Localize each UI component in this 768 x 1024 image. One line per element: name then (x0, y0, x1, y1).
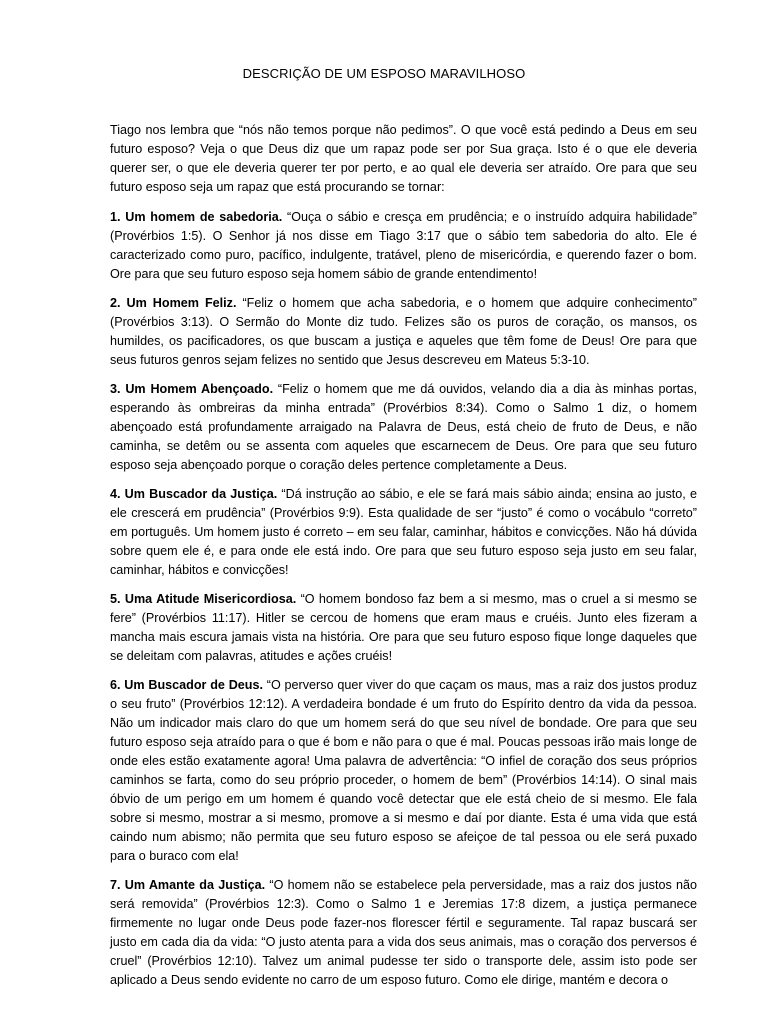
page-title: DESCRIÇÃO DE UM ESPOSO MARAVILHOSO (242, 66, 526, 81)
section-heading: 7. Um Amante da Justiça. (110, 878, 266, 892)
section-text: “Dá instrução ao sábio, e ele se fará mais sábio ainda; ensina ao justo, e ele crescerá em prudência” (Provérbios 9:9). Esta qualidade de ser “justo” é como o vocábulo “correto” em português. Um homem justo é correto – em seu falar, caminhar, hábitos e convicções. Não há dúvida sobre quem ele é, e para onde ele está indo. Ore para que seu futuro esposo seja justo em seu falar, caminhar, hábitos e convicções! (110, 487, 697, 577)
section-text: “Feliz o homem que acha sabedoria, e o homem que adquire conhecimento” (Provérbios 3:13). O Sermão do Monte diz tudo. Felizes são os puros de coração, os mansos, os humildes, os pacificadores, os que buscam a justiça e aqueles que têm fome de Deus! Ore para que seus futuros genros sejam felizes no sentido que Jesus descreveu em Mateus 5:3-10. (110, 296, 697, 367)
section-text: “O homem não se estabelece pela perversidade, mas a raiz dos justos não será removida” (Provérbios 12:3). Como o Salmo 1 e Jeremias 17:8 dizem, a justiça permanece firmemente no lugar onde Deus pode fazer-nos florescer fértil e seguramente. Tal rapaz buscará ser justo em cada dia da vida: “O justo atenta para a vida dos seus animais, mas o coração dos perversos é cruel” (Provérbios 12:10). Talvez um animal pudesse ter sido o transporte dele, assim isto pode ser aplicado a Deus sendo evidente no carro de um esposo futuro. Como ele dirige, mantém e decora o (110, 878, 698, 987)
section-heading: 3. Um Homem Abençoado. (110, 382, 274, 396)
section-text: “Feliz o homem que me dá ouvidos, velando dia a dia às minhas portas, esperando às ombreiras da minha entrada” (Provérbios 8:34). Como o Salmo 1 diz, o homem abençoado está profundamente arraigado na Palavra de Deus, está cheio de fruto de Deus, e não caminha, se detêm ou se assenta com aqueles que escarnecem de Deus. Ore para que seu futuro esposo seja abençoado porque o coração deles pertence completamente a Deus. (110, 382, 697, 472)
section-paragraph (110, 485, 697, 580)
section-text: “O perverso quer viver do que caçam os maus, mas a raiz dos justos produz o seu fruto” (Provérbios 12:12). A verdadeira bondade é um fruto do Espírito dentro da vida da pessoa. Não um indicador mais claro do que um homem será do que seu nível de bondade. Ore para que seu futuro esposo seja atraído para o que é bom e não para o que é mal. Poucas pessoas irão mais longe de onde eles estão exatamente agora! Uma palavra de advertência: “O infiel de coração dos seus próprios caminhos se farta, como do seu próprio proceder, o homem de bem” (Provérbios 14:14). O sinal mais óbvio de um perigo em um homem é quando você detectar que ele está cheio de si mesmo. Ele fala sobre si mesmo, mostrar a si mesmo, promove a si mesmo e daí por diante. Esta é uma vida que está caindo num abismo; não permita que seu futuro esposo se afeiçoe de tal pessoa ou ele será puxado para o buraco com ela! (110, 678, 697, 863)
section-paragraph (110, 294, 697, 370)
section-heading: 2. Um Homem Feliz. (110, 296, 237, 310)
section-text: “O homem bondoso faz bem a si mesmo, mas o cruel a si mesmo se fere” (Provérbios 11:17). Hitler se cercou de homens que eram maus e cruéis. Junto eles fizeram a mancha mais escura jamais vista na história. Ore para que seu futuro esposo fique longe daqueles que se deleitam com palavras, atitudes e ações cruéis! (110, 592, 697, 663)
section-paragraph (110, 876, 697, 990)
section-paragraph (110, 590, 697, 666)
section-text: “Ouça o sábio e cresça em prudência; e o instruído adquira habilidade” (Provérbios 1:5). O Senhor já nos disse em Tiago 3:17 que o sábio tem sabedoria do alto. Ele é caracterizado como puro, pacífico, indulgente, tratável, pleno de misericórdia, e querendo fazer o bom. Ore para que seu futuro esposo seja homem sábio de grande entendimento! (110, 210, 697, 281)
section-heading: 4. Um Buscador da Justiça. (110, 487, 278, 501)
document-body (110, 121, 697, 1000)
section-heading: 1. Um homem de sabedoria. (110, 210, 283, 224)
section-paragraph (110, 380, 697, 475)
section-paragraph (110, 208, 697, 284)
intro-paragraph: Tiago nos lembra que “nós não temos porque não pedimos”. O que você está pedindo a Deus em seu futuro esposo? Veja o que Deus diz que um rapaz pode ser por Sua graça. Isto é o que ele deveria querer ser, o que ele deveria querer ter por perto, e ao qual ele deveria ser atraído. Ore para que seu futuro esposo seja um rapaz que está procurando se tornar: (110, 123, 697, 194)
section-paragraph (110, 676, 697, 866)
section-heading: 5. Uma Atitude Misericordiosa. (110, 592, 297, 606)
section-heading: 6. Um Buscador de Deus. (110, 678, 263, 692)
